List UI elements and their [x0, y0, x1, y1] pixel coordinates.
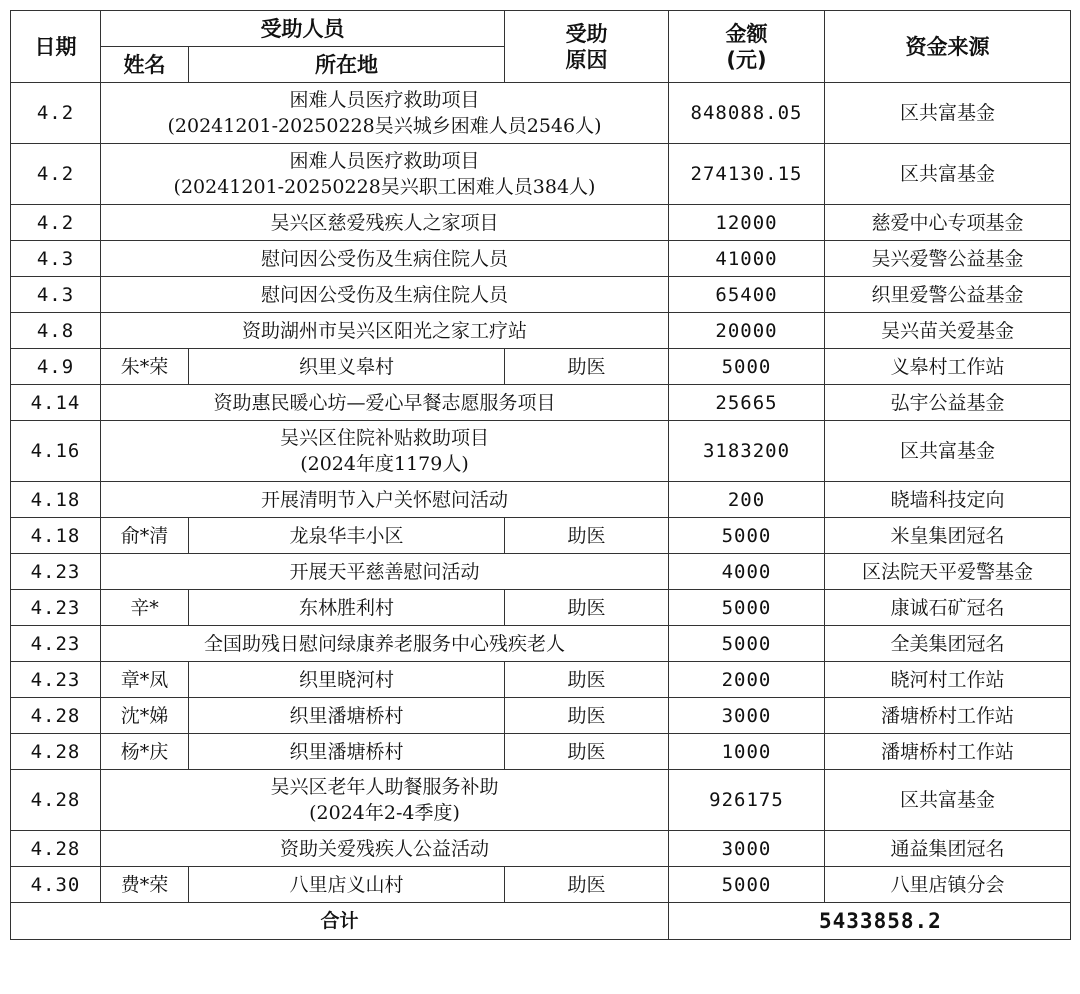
row-name: 杨*庆 [101, 734, 189, 770]
row-amount: 274130.15 [669, 144, 825, 205]
row-amount: 200 [669, 482, 825, 518]
row-source: 区共富基金 [825, 144, 1071, 205]
table-row [11, 277, 1071, 313]
row-amount: 25665 [669, 385, 825, 421]
row-location: 织里晓河村 [189, 662, 505, 698]
row-project [101, 241, 669, 277]
row-name: 章*凤 [101, 662, 189, 698]
row-project-detail: (2024年2-4季度) [309, 802, 460, 824]
row-project [101, 554, 669, 590]
table-row [11, 626, 1071, 662]
row-location: 织里潘塘桥村 [189, 698, 505, 734]
row-date: 4.23 [11, 626, 101, 662]
row-project-title: 资助湖州市吴兴区阳光之家工疗站 [241, 319, 527, 342]
row-project-title: 吴兴区住院补贴救助项目 [279, 427, 489, 449]
row-date: 4.3 [11, 241, 101, 277]
header-date: 日期 [11, 11, 101, 83]
row-date: 4.28 [11, 698, 101, 734]
table-row [11, 421, 1071, 482]
row-project-detail: (20241201-20250228吴兴城乡困难人员2546人) [167, 115, 602, 137]
header-name: 姓名 [101, 47, 189, 83]
row-project [101, 482, 669, 518]
row-name: 沈*娣 [101, 698, 189, 734]
row-location: 八里店义山村 [189, 867, 505, 903]
header-source: 资金来源 [825, 11, 1071, 83]
row-project [101, 770, 669, 831]
row-source: 晓河村工作站 [825, 662, 1071, 698]
row-project [101, 144, 669, 205]
row-source: 八里店镇分会 [825, 867, 1071, 903]
row-location: 织里义皋村 [189, 349, 505, 385]
table-row [11, 241, 1071, 277]
row-project [101, 277, 669, 313]
row-location: 织里潘塘桥村 [189, 734, 505, 770]
row-date: 4.28 [11, 831, 101, 867]
row-source: 潘塘桥村工作站 [825, 698, 1071, 734]
row-amount: 5000 [669, 590, 825, 626]
row-date: 4.3 [11, 277, 101, 313]
row-reason: 助医 [505, 734, 669, 770]
row-project-title: 资助惠民暖心坊—爱心早餐志愿服务项目 [213, 391, 556, 414]
row-project-title: 全国助残日慰问绿康养老服务中心残疾老人 [203, 632, 565, 655]
row-name: 费*荣 [101, 867, 189, 903]
row-project [101, 205, 669, 241]
row-reason: 助医 [505, 349, 669, 385]
row-amount: 41000 [669, 241, 825, 277]
row-project-detail: (2024年度1179人) [300, 453, 469, 475]
table-row [11, 83, 1071, 144]
row-source: 区共富基金 [825, 83, 1071, 144]
row-date: 4.14 [11, 385, 101, 421]
row-name: 辛* [101, 590, 189, 626]
table-row [11, 144, 1071, 205]
table-row [11, 867, 1071, 903]
row-date: 4.28 [11, 770, 101, 831]
donation-table [10, 10, 1071, 940]
row-amount: 848088.05 [669, 83, 825, 144]
row-source: 织里爱警公益基金 [825, 277, 1071, 313]
row-date: 4.18 [11, 482, 101, 518]
row-source: 康诚石矿冠名 [825, 590, 1071, 626]
row-name: 俞*清 [101, 518, 189, 554]
header-reason: 受助原因 [505, 11, 669, 83]
row-reason: 助医 [505, 590, 669, 626]
row-date: 4.23 [11, 590, 101, 626]
row-amount: 3183200 [669, 421, 825, 482]
row-project [101, 83, 669, 144]
row-amount: 5000 [669, 867, 825, 903]
row-location: 东林胜利村 [189, 590, 505, 626]
row-source: 区共富基金 [825, 421, 1071, 482]
row-amount: 65400 [669, 277, 825, 313]
row-project [101, 421, 669, 482]
row-date: 4.8 [11, 313, 101, 349]
row-source: 弘宇公益基金 [825, 385, 1071, 421]
row-source: 米皇集团冠名 [825, 518, 1071, 554]
row-source: 通益集团冠名 [825, 831, 1071, 867]
header-recipient: 受助人员 [101, 11, 505, 47]
row-date: 4.16 [11, 421, 101, 482]
row-project [101, 831, 669, 867]
total-value: 5433858.2 [669, 903, 1071, 940]
row-name: 朱*荣 [101, 349, 189, 385]
row-project [101, 626, 669, 662]
row-amount: 5000 [669, 626, 825, 662]
header-location: 所在地 [189, 47, 505, 83]
row-amount: 5000 [669, 518, 825, 554]
total-label: 合计 [11, 903, 669, 940]
row-project-title: 吴兴区老年人助餐服务补助 [270, 776, 499, 798]
row-project [101, 313, 669, 349]
table-row [11, 518, 1071, 554]
row-source: 晓墙科技定向 [825, 482, 1071, 518]
row-amount: 3000 [669, 698, 825, 734]
row-amount: 2000 [669, 662, 825, 698]
header-amount [669, 11, 825, 83]
table-row [11, 482, 1071, 518]
row-source: 慈爱中心专项基金 [825, 205, 1071, 241]
row-reason: 助医 [505, 518, 669, 554]
row-project-title: 困难人员医疗救助项目 [289, 89, 480, 111]
row-amount: 4000 [669, 554, 825, 590]
row-date: 4.9 [11, 349, 101, 385]
table-row [11, 349, 1071, 385]
table-row [11, 831, 1071, 867]
table-row [11, 385, 1071, 421]
row-amount: 20000 [669, 313, 825, 349]
row-source: 义皋村工作站 [825, 349, 1071, 385]
row-amount: 3000 [669, 831, 825, 867]
row-source: 潘塘桥村工作站 [825, 734, 1071, 770]
row-project-title: 慰问因公受伤及生病住院人员 [260, 283, 508, 306]
row-project-title: 困难人员医疗救助项目 [289, 150, 480, 172]
row-amount: 5000 [669, 349, 825, 385]
row-source: 区法院天平爱警基金 [825, 554, 1071, 590]
row-source: 吴兴苗关爱基金 [825, 313, 1071, 349]
row-source: 吴兴爱警公益基金 [825, 241, 1071, 277]
row-date: 4.2 [11, 205, 101, 241]
row-date: 4.28 [11, 734, 101, 770]
table-row [11, 313, 1071, 349]
row-amount: 926175 [669, 770, 825, 831]
row-date: 4.23 [11, 554, 101, 590]
row-amount: 1000 [669, 734, 825, 770]
row-date: 4.2 [11, 144, 101, 205]
row-project-title: 资助关爱残疾人公益活动 [279, 837, 489, 860]
header-amount-line2: (元) [726, 47, 767, 72]
row-project-title: 慰问因公受伤及生病住院人员 [260, 247, 508, 270]
row-amount: 12000 [669, 205, 825, 241]
row-reason: 助医 [505, 662, 669, 698]
table-row [11, 734, 1071, 770]
row-project [101, 385, 669, 421]
row-project-detail: (20241201-20250228吴兴职工困难人员384人) [173, 176, 596, 198]
row-date: 4.18 [11, 518, 101, 554]
row-project-title: 吴兴区慈爱残疾人之家项目 [270, 211, 499, 234]
total-row [11, 903, 1071, 940]
row-source: 全美集团冠名 [825, 626, 1071, 662]
row-project-title: 开展清明节入户关怀慰问活动 [260, 488, 508, 511]
table-row [11, 554, 1071, 590]
header-amount-line1: 金额 [725, 21, 768, 46]
table-row [11, 590, 1071, 626]
table-row [11, 770, 1071, 831]
row-location: 龙泉华丰小区 [189, 518, 505, 554]
row-project-title: 开展天平慈善慰问活动 [289, 560, 480, 583]
row-date: 4.30 [11, 867, 101, 903]
table-row [11, 698, 1071, 734]
row-reason: 助医 [505, 867, 669, 903]
row-reason: 助医 [505, 698, 669, 734]
table-row [11, 662, 1071, 698]
row-date: 4.23 [11, 662, 101, 698]
row-date: 4.2 [11, 83, 101, 144]
row-source: 区共富基金 [825, 770, 1071, 831]
table-row [11, 205, 1071, 241]
